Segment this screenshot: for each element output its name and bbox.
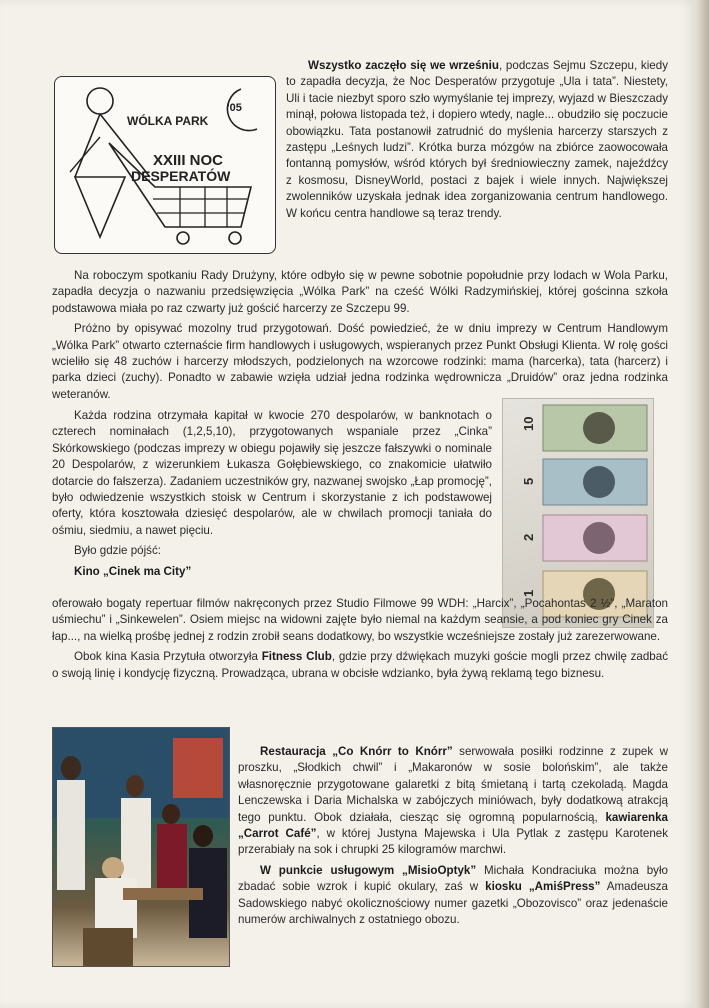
intro-lead: Wszystko zaczęło się we wrześniu <box>308 59 499 72</box>
restaurant-lead: Restauracja „Co Knórr to Knórr” <box>260 745 453 758</box>
children-photo <box>52 727 230 967</box>
banknote-2: 2 <box>521 533 536 541</box>
fitness-lead: Fitness Club <box>261 650 332 664</box>
optician-lead: W punkcie usługowym „MisioOptyk” <box>260 863 477 877</box>
page-edge <box>695 0 709 1008</box>
paragraph-3: Próżno by opisywać mozolny trud przygotowań. Dość powiedzieć, że w dniu imprezy w Centrum Handlowym „Wólka Park” otwarto czternaście firm handlowych i usługowych, wspieranych przez Punkt Obsługi Klienta. W rolę gości wcieliło się 48 zuchów i harcerzy młodszych, podzielonych na wzorcowe rodzinki: mama (harcerka), tata (harcerz) i parka dzieci (zuchy). Ponadto w zabawie wzięła udział jedna rodzinka wędrownicza „Druidów” oraz jedna rodzinka weteranów. <box>52 322 668 401</box>
intro-text: , podczas Sejmu Szczepu, kiedy to zapadła decyzja, że Noc Desperatów przygotuje „Ula i tata”. Niestety, Uli i tacie niezbyt sporo szło wymyślanie tej imprezy, wyjazd w Bieszczady minął, połowa listopada też, i dopiero wtedy, nagle... obudziło się poczucie obowiązku. Tata postanowił zatrudnić do myślenia harcerzy starszych z zastępu „Leśnych ludzi”. Krótka burza mózgów na zbiórce zaowocowała fontanną pomysłów, wśród których był średniowieczny zamek, najeźdźcy z kosmosu, DisneyWorld, postaci z bajek i wiele innych. Największej zwolenników uzyskała jednak idea zorganizowania centrum handlowego. W końcu centra handlowe są teraz trendy. <box>286 59 668 220</box>
paragraph-4: Każda rodzina otrzymała kapitał w kwocie 270 despolarów, w banknotach o czterech nominałach (1,2,5,10), przygotowanych wspaniale przez „Cinka” Skórkowskiego (podczas imprezy w obiegu pojawiły się jeszcze fałszywki o nominale 20 Despolarów, z wizerunkiem Łukasza Gołębiewskiego, co znakomicie ułatwiło dotarcie do fałszerza). Zadaniem uczestników gry, nazwanej swojsko „Łap promocję”, było odwiedzenie wszystkich stoisk w Centrum i skorzystanie z ich podstawowej oferty, która kosztowała dziesięć despolarów, ale w chwilach promocji taniała do ośmiu, siedmiu, a nawet pięciu. <box>52 409 492 537</box>
restaurant-text: serwowała posiłki rodzinne z zupek w proszku, „Słodkich chwil” i „Makaronów w sosie bolońskim”, ale także własnoręcznie przygotowane galaretki z bitą śmietaną i tartą czekoladą. Magda Lenczewska i Daria Michalska w zabójczych miniówach, były dodatkową atrakcją tego punktu. Obok działała, ciesząc się ogromną popularnością, <box>238 745 668 824</box>
logo-top-text: WÓLKA PARK <box>127 114 209 128</box>
banknote-10: 10 <box>521 416 536 431</box>
logo-year: '05 <box>227 102 242 114</box>
paragraph-4-block <box>52 408 492 580</box>
banknote-5: 5 <box>521 477 536 485</box>
logo-line2: DESPERATÓW <box>131 168 231 184</box>
body-upper <box>52 268 668 403</box>
fitness-text: , gdzie przy dźwiękach muzyki goście mogli przez chwilę zadbać o swoją linię i kondycję fizyczną. Prowadząca, ubrana w obcisłe wdzianko, była żywą reklamą tego biznesu. <box>52 650 668 680</box>
optician-text: Michała Kondraciuka można było zbadać sobie wzrok i kupić okulary, zaś w <box>238 863 668 894</box>
paragraph-2: Na roboczym spotkaniu Rady Drużyny, które odbyło się w pewne sobotnie popołudnie przy lodach w Wola Parku, zapadła decyzja o nazwaniu przedsięwzięcia „Wólka Park” na cześć Wólki Radzymińskiej, której gościnna szkoła podstawowa miała po raz czwarty już gościć harcerzy ze Szczepu 99. <box>52 269 668 315</box>
kiosk-lead: kiosku „AmiśPress” <box>485 880 601 894</box>
kiosk-text: Amadeusza Sadowskiego nabyć okolicznościowy numer gazetki „Obozovisco” oraz jedenaście numerów archiwalnych z ostatniego obozu. <box>238 880 669 927</box>
cinema-text: oferowało bogaty repertuar filmów nakręconych przez Studio Filmowe 99 WDH: „Harcix”, „Pocahontas 2 ½”, „Maraton uśmiechu” i „Sinkewelen”. Osiem miejsc na widowni zajęte było niemal na każdym seansie, a pod koniec gry Cinek za łap..., na wielką prośbę jednej z rodzin zrobił seans dodatkowy, bo wszystkie wcześniejsze zostały już zarezerwowane. <box>52 597 668 643</box>
paragraph-5: Było gdzie pójść: <box>74 544 161 558</box>
restaurant-paragraph <box>238 744 668 928</box>
intro-paragraph <box>286 58 668 222</box>
logo-line1: XXIII NOC <box>153 152 224 169</box>
wolka-park-logo <box>54 76 276 254</box>
banknotes-photo <box>502 398 654 628</box>
fitness-pre: Obok kina Kasia Przytuła otworzyła <box>74 650 262 664</box>
cafe-lead: kawiarenka „Carrot Café” <box>238 810 668 841</box>
cinema-lead: Kino „Cinek ma City” <box>74 564 192 578</box>
cafe-text: , w której Justyna Majewska i Ula Pytlak z zastępu Karotenek przerabiały na sok i chrupki 25 kilogramów marchwi. <box>238 827 669 857</box>
cinema-paragraph <box>52 596 668 682</box>
banknote-1: 1 <box>521 589 536 597</box>
